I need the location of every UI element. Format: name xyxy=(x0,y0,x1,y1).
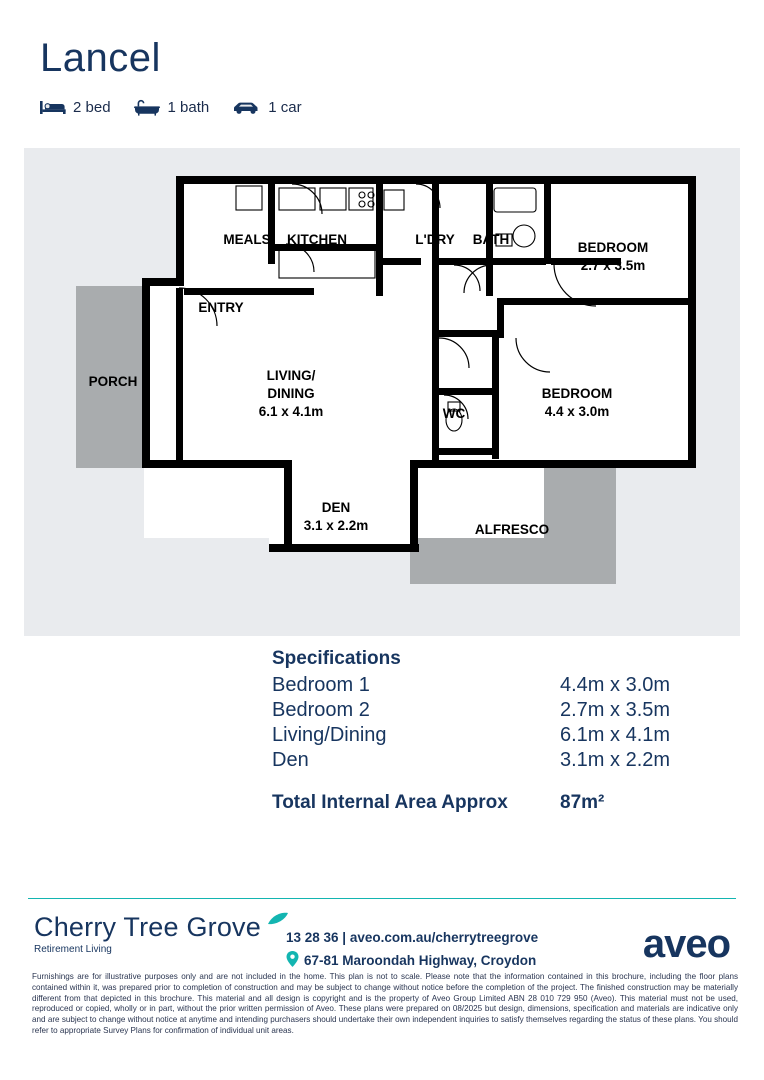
total-area-value: 87m² xyxy=(560,792,605,813)
spec-name-den: Den xyxy=(272,749,309,771)
bed-icon xyxy=(40,99,66,116)
brand-block xyxy=(34,912,289,955)
car-icon xyxy=(231,99,261,116)
contact-phone-web[interactable]: 13 28 36 | aveo.com.au/cherrytreegrove xyxy=(286,930,539,945)
spec-name-living-dining: Living/Dining xyxy=(272,724,387,746)
room-dim-bedroom-2: 2.7 x 3.5m xyxy=(580,258,646,273)
contact-block xyxy=(286,930,538,970)
footer-divider xyxy=(28,898,736,899)
page-title: Lancel xyxy=(40,36,161,80)
specifications-section xyxy=(272,648,702,814)
feature-car xyxy=(231,99,301,116)
room-label-wc: WC xyxy=(442,406,466,421)
room-label-bedroom-2: BEDROOM xyxy=(577,240,649,255)
aveo-logo xyxy=(643,922,730,967)
spec-row xyxy=(272,749,702,772)
total-area-label: Total Internal Area Approx xyxy=(272,792,508,813)
room-label-entry: ENTRY xyxy=(198,300,244,315)
room-label-kitchen: KITCHEN xyxy=(287,232,347,247)
specifications-title: Specifications xyxy=(272,648,401,669)
spec-name-bedroom-2: Bedroom 2 xyxy=(272,699,370,721)
brand-name xyxy=(34,912,289,943)
spec-name-bedroom-1: Bedroom 1 xyxy=(272,674,370,696)
floorplan-panel xyxy=(24,148,740,636)
spec-dim-bedroom-2: 2.7m x 3.5m xyxy=(560,699,671,721)
room-dim-living-dining: 6.1 x 4.1m xyxy=(258,404,324,419)
feature-summary xyxy=(40,99,318,116)
feature-bed-label: 2 bed xyxy=(73,99,111,116)
room-label-bath: BATH xyxy=(472,232,510,247)
spec-row xyxy=(272,724,702,747)
spec-dim-den: 3.1m x 2.2m xyxy=(560,749,671,771)
spec-row xyxy=(272,699,702,722)
disclaimer-text: Furnishings are for illustrative purposes only and are not included in the home. This plan is not to scale. Please note that the information contained in this brochure, including the floor plans contained within it, was prepared prior to completion of construction and may be subject to change without notice before the completion of the project. The finished construction may be materially different from that depicted in this brochure. This material and all design is copyright and is the property of Aveo Group Limited ABN 28 010 729 950 (Aveo). This material must not be used, reproduced or copied, wholly or in part, without the prior written permission of Aveo. These plans were prepared on 08/2025 but design, dimensions, specification and materials are indicative only and are subject to change without notice at anytime and intending purchasers should undertake their own independent inquiries to satisfy themselves regarding the status of these plans. You should refer to appropriate Survey Plans for confirmation of individual unit areas. xyxy=(32,972,738,1035)
room-label-ldry: L'DRY xyxy=(415,232,455,247)
aveo-logo-text: aveo xyxy=(642,922,730,966)
spec-row xyxy=(272,674,702,697)
spec-dim-living-dining: 6.1m x 4.1m xyxy=(560,724,671,746)
room-label-porch: PORCH xyxy=(88,374,138,389)
room-label-den: DEN xyxy=(321,500,351,515)
room-dim-bedroom-1: 4.4 x 3.0m xyxy=(544,404,610,419)
room-dim-den: 3.1 x 2.2m xyxy=(303,518,369,533)
room-label-alfresco: ALFRESCO xyxy=(474,522,550,537)
location-pin-icon xyxy=(286,951,299,970)
feature-bath-label: 1 bath xyxy=(167,99,210,116)
feature-bed xyxy=(40,99,111,116)
feature-bath xyxy=(133,99,210,116)
total-area-row xyxy=(272,792,702,814)
brand-name-text: Cherry Tree Grove xyxy=(34,912,261,942)
room-label-dining: DINING xyxy=(267,386,315,401)
room-label-bedroom-1: BEDROOM xyxy=(541,386,613,401)
feature-car-label: 1 car xyxy=(268,99,302,116)
contact-address: 67-81 Maroondah Highway, Croydon xyxy=(304,953,537,968)
room-label-living: LIVING/ xyxy=(266,368,316,383)
spec-dim-bedroom-1: 4.4m x 3.0m xyxy=(560,674,671,696)
brand-subtitle: Retirement Living xyxy=(34,944,112,955)
bath-icon xyxy=(133,99,161,116)
room-label-meals: MEALS xyxy=(223,232,271,247)
